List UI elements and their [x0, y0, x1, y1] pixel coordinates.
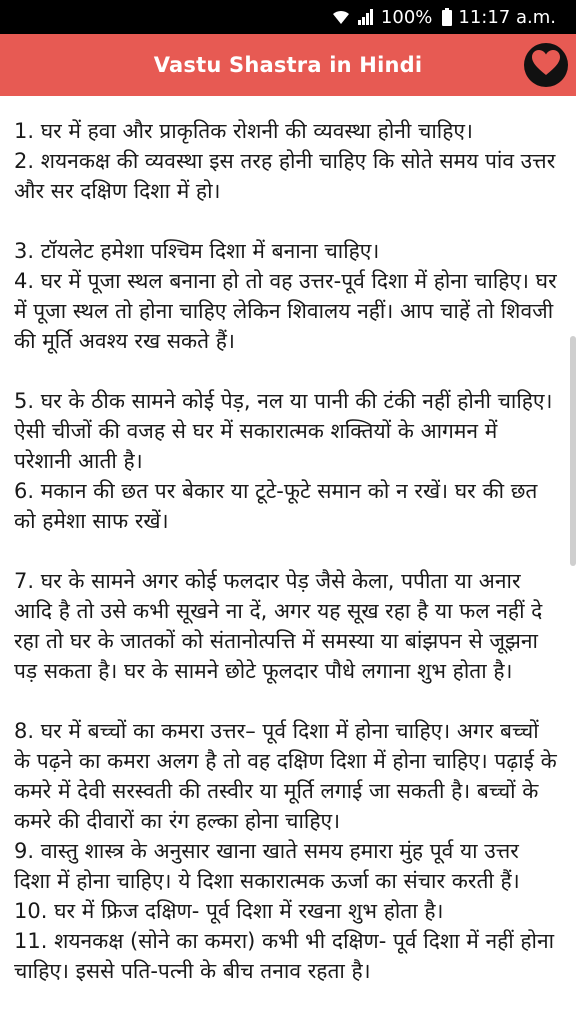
paragraph: 3. टॉयलेट हमेशा पश्चिम दिशा में बनाना चाहिए। — [14, 239, 380, 263]
paragraph: 9. वास्तु शास्त्र के अनुसार खाना खाते समय हमारा मुंह पूर्व या उत्तर दिशा में होना चाहिए। ये दिशा सकारात्मक ऊर्जा का संचार करती हैं। — [14, 839, 520, 893]
paragraph: 4. घर में पूजा स्थल बनाना हो तो वह उत्तर-पूर्व दिशा में होना चाहिए। घर में पूजा स्थल तो होना चाहिए लेकिन शिवालय नहीं। आप चाहें तो शिवजी की मूर्ति अवश्य रख सकते हैं। — [14, 269, 557, 353]
paragraph: 11. शयनकक्ष (सोने का कमरा) कभी भी दक्षिण- पूर्व दिशा में नहीं होना चाहिए। इससे पति-पत्नी के बीच तनाव रहता है। — [14, 929, 555, 983]
scrollbar-thumb[interactable] — [570, 336, 576, 566]
battery-icon — [442, 8, 452, 26]
clock: 11:17 a.m. — [458, 6, 556, 28]
wifi-icon — [331, 9, 351, 25]
signal-icon — [357, 9, 375, 25]
app-title: Vastu Shastra in Hindi — [153, 53, 423, 77]
paragraph-list — [14, 116, 560, 986]
paragraph: 7. घर के सामने अगर कोई फलदार पेड़ जैसे केला, पपीता या अनार आदि है तो उसे कभी सूखने ना दें, अगर यह सूख रहा है या फल नहीं दे रहा तो घर के जातकों को संतानोत्पत्ति में समस्या या बांझपन से जूझना पड़ सकता है। घर के सामने छोटे फूलदार पौधे लगाना शुभ होता है। — [14, 569, 543, 683]
heart-icon — [532, 50, 560, 80]
status-bar — [0, 0, 576, 34]
paragraph: 8. घर में बच्चों का कमरा उत्तर– पूर्व दिशा में होना चाहिए। अगर बच्चों के पढ़ने का कमरा अलग है तो वह दक्षिण दिशा में होना चाहिए। पढ़ाई के कमरे में देवी सरस्वती की तस्वीर या मूर्ति लगाई जा सकती है। बच्चों के कमरे की दीवारों का रंग हल्का होना चाहिए। — [14, 719, 557, 833]
paragraph: 1. घर में हवा और प्राकृतिक रोशनी की व्यवस्था होनी चाहिए। — [14, 119, 473, 143]
article-content[interactable] — [14, 96, 560, 1024]
battery-percent: 100% — [380, 6, 433, 28]
favorite-button[interactable] — [524, 43, 568, 87]
paragraph: 2. शयनकक्ष की व्यवस्था इस तरह होनी चाहिए कि सोते समय पांव उत्तर और सर दक्षिण दिशा में हो। — [14, 149, 556, 203]
paragraph: 10. घर में फ्रिज दक्षिण- पूर्व दिशा में रखना शुभ होता है। — [14, 899, 444, 923]
app-bar — [0, 34, 576, 96]
paragraph: 6. मकान की छत पर बेकार या टूटे-फूटे समान को न रखें। घर की छत को हमेशा साफ रखें। — [14, 479, 538, 533]
paragraph: 5. घर के ठीक सामने कोई पेड़, नल या पानी की टंकी नहीं होनी चाहिए। ऐसी चीजों की वजह से घर में सकारात्मक शक्तियों के आगमन में परेशानी आती है। — [14, 389, 553, 473]
